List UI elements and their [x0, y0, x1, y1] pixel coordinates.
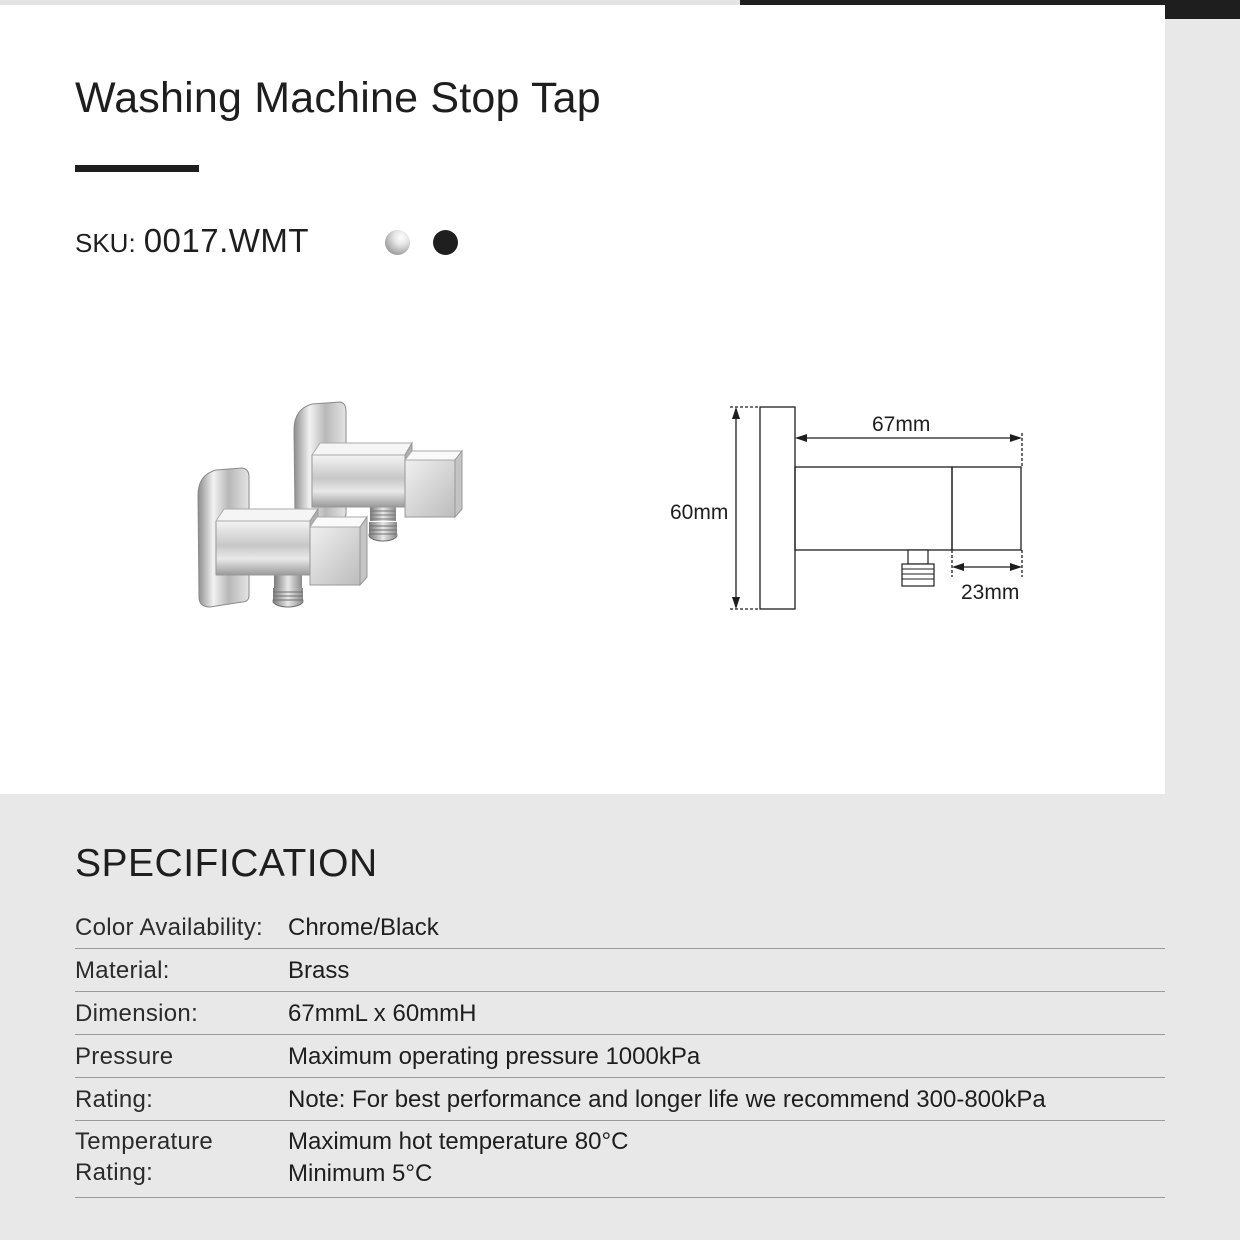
spec-table — [75, 906, 1165, 1198]
swatch-chrome[interactable] — [385, 230, 410, 255]
spec-label — [75, 1126, 213, 1188]
spec-value-line: Maximum hot temperature 80°C — [288, 1128, 629, 1155]
outlet-thread — [902, 550, 934, 586]
spec-value: Maximum operating pressure 1000kPa — [288, 1043, 701, 1070]
spec-row-pressure — [75, 1035, 1165, 1078]
title-underline — [75, 165, 199, 172]
spec-label: Material: — [75, 957, 170, 984]
spec-label: Color Availability: — [75, 914, 264, 941]
sku — [75, 222, 309, 260]
spec-label-line: Rating: — [75, 1159, 154, 1186]
spec-label-line: Temperature — [75, 1128, 214, 1155]
spec-row-color — [75, 906, 1165, 949]
spec-value: Brass — [288, 957, 350, 984]
swatch-black[interactable] — [433, 230, 458, 255]
valve-body — [795, 467, 952, 550]
wall-plate — [760, 407, 795, 609]
spec-label: Dimension: — [75, 1000, 199, 1027]
spec-label: Pressure — [75, 1043, 174, 1070]
spec-row-rating — [75, 1078, 1165, 1121]
sku-label: SKU: — [75, 228, 136, 258]
height-label: 60mm — [670, 501, 729, 524]
dimension-diagram — [660, 395, 1040, 620]
spec-value: 67mmL x 60mmH — [288, 1000, 477, 1027]
spec-value — [288, 1126, 628, 1190]
spec-value-line: Minimum 5°C — [288, 1160, 433, 1187]
valve-handle — [952, 467, 1021, 550]
handle-label: 23mm — [961, 581, 1020, 604]
spec-row-material — [75, 949, 1165, 992]
sku-value: 0017.WMT — [143, 222, 310, 259]
product-image — [190, 395, 470, 620]
spec-value: Note: For best performance and longer life we recommend 300-800kPa — [288, 1086, 1046, 1113]
specification-heading: SPECIFICATION — [75, 842, 378, 885]
spec-row-temperature — [75, 1121, 1165, 1198]
product-title: Washing Machine Stop Tap — [75, 74, 601, 122]
spec-value: Chrome/Black — [288, 914, 439, 941]
spec-label: Rating: — [75, 1086, 154, 1113]
spec-row-dimension — [75, 992, 1165, 1035]
length-label: 67mm — [872, 413, 931, 436]
